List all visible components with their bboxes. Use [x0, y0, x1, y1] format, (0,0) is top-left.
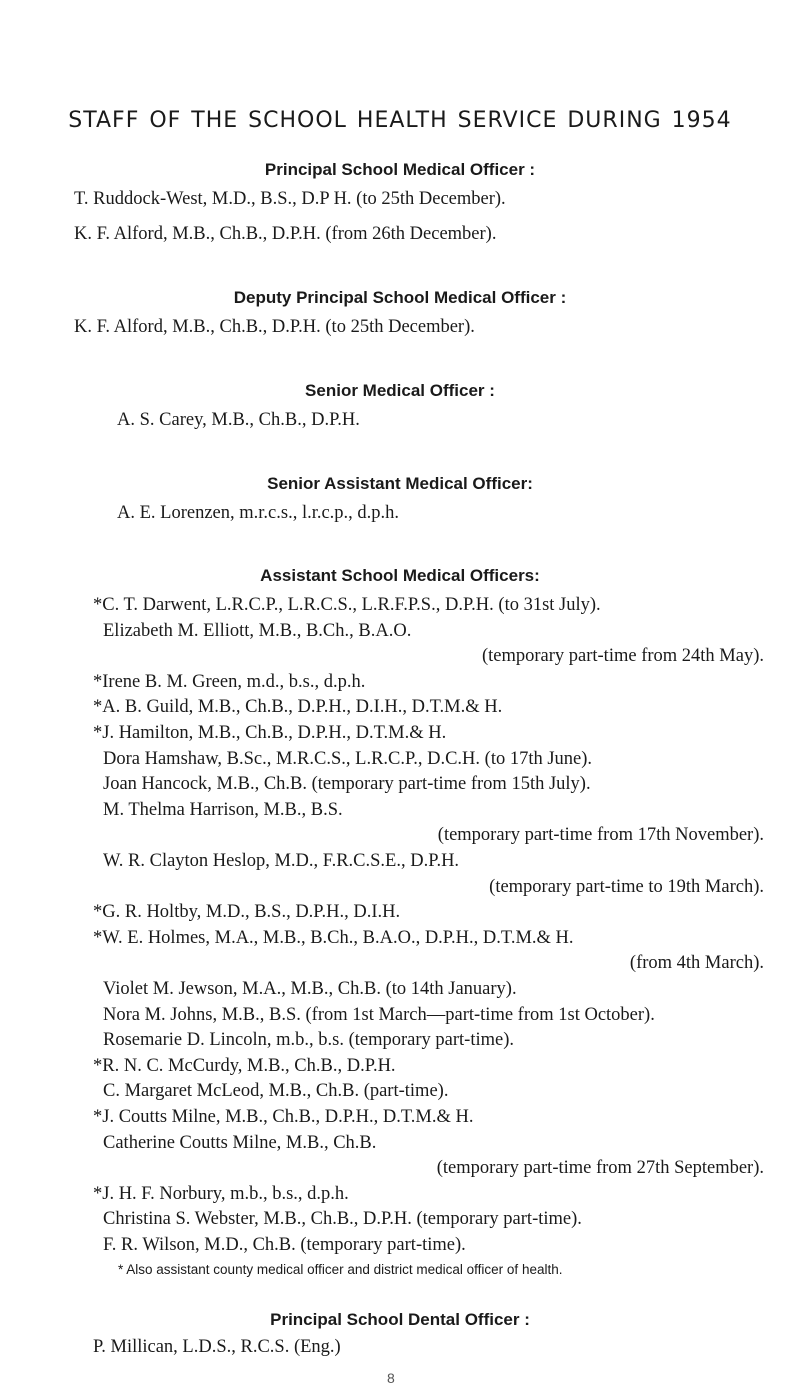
dental-heading: Principal School Dental Officer :	[270, 1310, 530, 1329]
staff-entry: *J. Coutts Milne, M.B., Ch.B., D.P.H., D.T.M.& H.	[93, 1107, 474, 1127]
staff-entry: Joan Hancock, M.B., Ch.B. (temporary part-time from 15th July).	[103, 774, 591, 795]
staff-entry: F. R. Wilson, M.D., Ch.B. (temporary part-time).	[103, 1235, 466, 1255]
staff-entry: Christina S. Webster, M.B., Ch.B., D.P.H. (temporary part-time).	[103, 1209, 582, 1230]
staff-entry: M. Thelma Harrison, M.B., B.S.	[103, 799, 343, 820]
staff-entry: A. S. Carey, M.B., Ch.B., D.P.H.	[117, 410, 360, 430]
staff-entry-continuation: (temporary part-time from 17th November).	[437, 825, 764, 846]
staff-entry-continuation: (from 4th March).	[629, 953, 764, 974]
staff-entry-continuation: (temporary part-time to 19th March).	[489, 876, 764, 897]
staff-entry: A. E. Lorenzen, m.r.c.s., l.r.c.p., d.p.h.	[117, 503, 400, 523]
senior-assistant-heading: Senior Assistant Medical Officer:	[267, 474, 533, 493]
footnote: * Also assistant county medical officer and district medical officer of health.	[118, 1262, 563, 1277]
staff-entry: Dora Hamshaw, B.Sc., M.R.C.S., L.R.C.P., D.C.H. (to 17th June).	[103, 748, 593, 769]
staff-entry: P. Millican, L.D.S., R.C.S. (Eng.)	[93, 1337, 341, 1357]
staff-entry: K. F. Alford, M.B., Ch.B., D.P.H. (to 25th December).	[74, 317, 475, 337]
staff-entry: *W. E. Holmes, M.A., M.B., B.Ch., B.A.O., D.P.H., D.T.M.& H.	[93, 927, 574, 948]
staff-entry: *C. T. Darwent, L.R.C.P., L.R.C.S., L.R.F.P.S., D.P.H. (to 31st July).	[93, 595, 601, 615]
staff-entry: *A. B. Guild, M.B., Ch.B., D.P.H., D.I.H., D.T.M.& H.	[93, 697, 503, 718]
senior-heading: Senior Medical Officer :	[305, 381, 495, 400]
staff-entry: *J. H. F. Norbury, m.b., b.s., d.p.h.	[93, 1183, 349, 1204]
staff-entry: Violet M. Jewson, M.A., M.B., Ch.B. (to 14th January).	[103, 979, 517, 999]
staff-entry: Nora M. Johns, M.B., B.S. (from 1st March—part-time from 1st October).	[103, 1004, 655, 1025]
staff-entry: Catherine Coutts Milne, M.B., Ch.B.	[103, 1132, 377, 1153]
page-title: STAFF OF THE SCHOOL HEALTH SERVICE DURING 1954	[68, 108, 732, 133]
staff-entry: K. F. Alford, M.B., Ch.B., D.P.H. (from 26th December).	[74, 224, 497, 244]
staff-entry: *Irene B. M. Green, m.d., b.s., d.p.h.	[93, 671, 366, 692]
staff-entry-continuation: (temporary part-time from 24th May).	[481, 646, 764, 667]
assistant-heading: Assistant School Medical Officers:	[260, 566, 540, 585]
staff-entry: C. Margaret McLeod, M.B., Ch.B. (part-time).	[103, 1081, 449, 1102]
deputy-heading: Deputy Principal School Medical Officer :	[233, 288, 567, 307]
staff-entry: T. Ruddock-West, M.D., B.S., D.P H. (to 25th December).	[74, 189, 506, 209]
page-number: 8	[387, 1370, 395, 1386]
staff-entry: *J. Hamilton, M.B., Ch.B., D.P.H., D.T.M.& H.	[93, 723, 447, 743]
principal-heading: Principal School Medical Officer :	[264, 160, 536, 179]
staff-entry: W. R. Clayton Heslop, M.D., F.R.C.S.E., D.P.H.	[103, 851, 460, 871]
staff-entry: *G. R. Holtby, M.D., B.S., D.P.H., D.I.H.	[93, 902, 401, 923]
staff-entry: Elizabeth M. Elliott, M.B., B.Ch., B.A.O.	[103, 620, 412, 641]
staff-entry: *R. N. C. McCurdy, M.B., Ch.B., D.P.H.	[93, 1055, 396, 1076]
staff-entry-continuation: (temporary part-time from 27th September).	[436, 1158, 764, 1179]
staff-entry: Rosemarie D. Lincoln, m.b., b.s. (temporary part-time).	[103, 1030, 515, 1051]
